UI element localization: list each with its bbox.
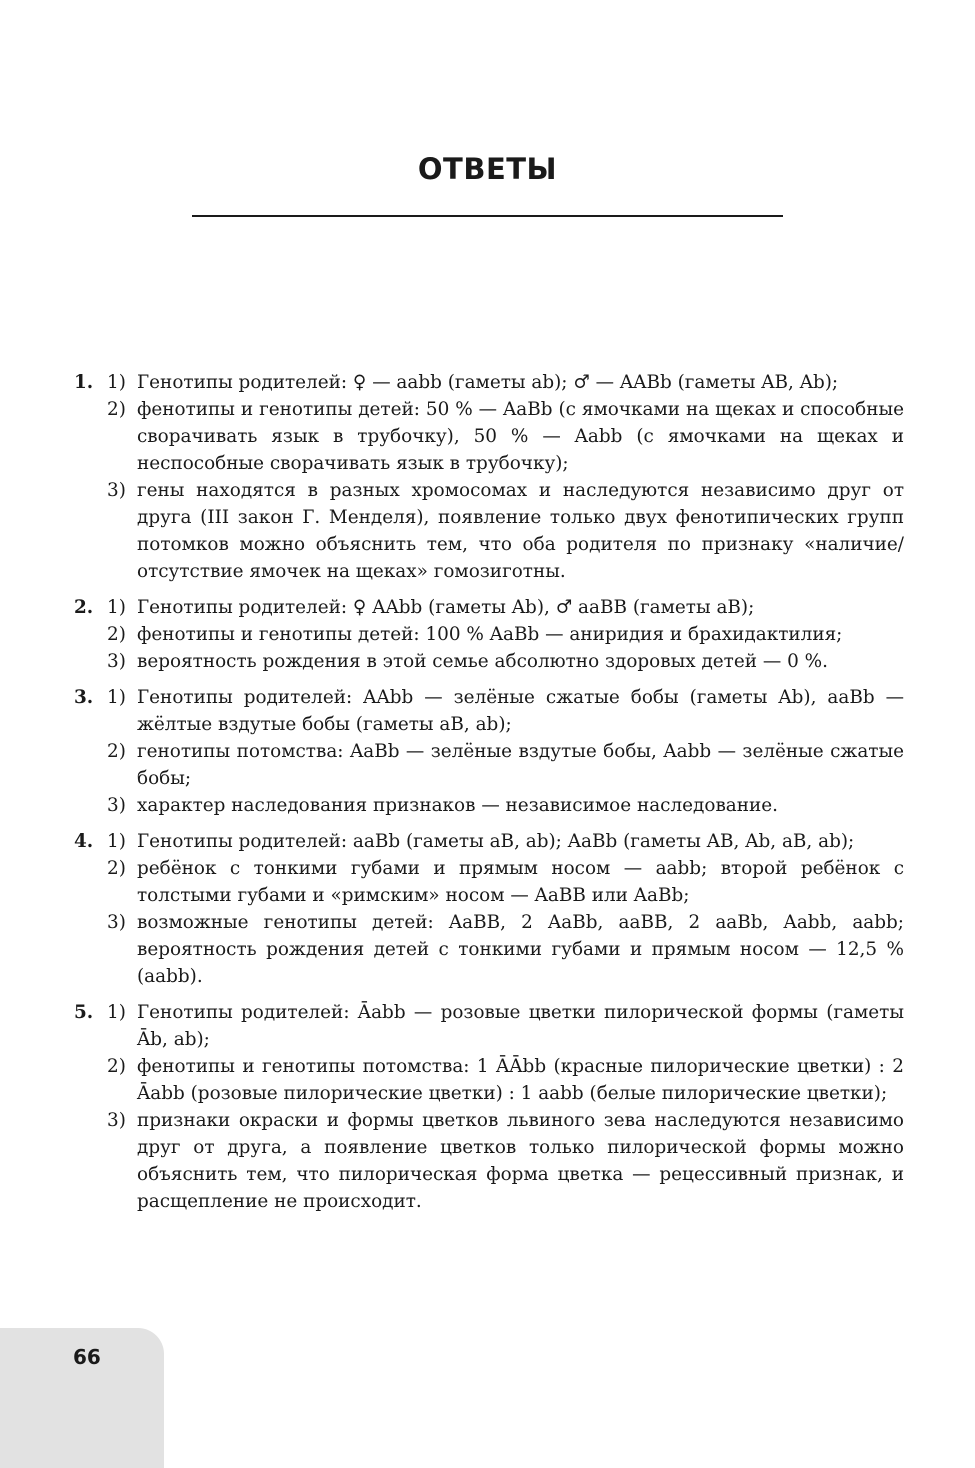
answer-item <box>107 738 904 792</box>
item-number: 2) <box>107 1056 126 1077</box>
answer-block <box>74 999 904 1215</box>
item-number: 2) <box>107 741 126 762</box>
item-number: 3) <box>107 795 126 816</box>
item-text: признаки окраски и формы цветков львиного зева наследуются независимо друг от друга, а появление цветков только пилорической формы можно объяснить тем, что пилорическая форма цветка — рецессивный признак, и расщепление не происходит. <box>137 1110 904 1212</box>
item-text: гены находятся в разных хромосомах и наследуются независимо друг от друга (III закон Г. Менделя), появление только двух фенотипических групп потомков можно объяснить тем, что оба родителя по признаку «наличие/отсутствие ямочек на щеках» гомозиготны. <box>137 480 905 582</box>
item-number: 2) <box>107 624 126 645</box>
item-text: ребёнок с тонкими губами и прямым носом — aabb; второй ребёнок с толстыми губами и «римским» носом — AaBB или AaBb; <box>137 858 904 906</box>
item-text: Генотипы родителей: ♀ AAbb (гаметы Ab), ♂ aaBB (гаметы aB); <box>137 597 755 618</box>
item-number: 2) <box>107 399 126 420</box>
item-text: фенотипы и генотипы детей: 100 % AaBb — аниридия и брахидактилия; <box>137 624 843 645</box>
answer-item <box>107 621 904 648</box>
item-text: Генотипы родителей: aaBb (гаметы aB, ab); AaBb (гаметы AB, Ab, aB, ab); <box>137 831 855 852</box>
item-text: характер наследования признаков — независимое наследование. <box>137 795 779 816</box>
item-text: фенотипы и генотипы детей: 50 % — AaBb (с ямочками на щеках и способные сворачивать язык в трубочку), 50 % — Aabb (с ямочками на щеках и неспособные сворачивать язык в трубочку); <box>137 399 904 474</box>
answer-item <box>107 477 904 585</box>
answer-item <box>107 396 904 477</box>
answer-block <box>74 594 904 675</box>
item-number: 2) <box>107 858 126 879</box>
answer-item <box>107 855 904 909</box>
item-number: 1) <box>107 372 126 393</box>
answer-item <box>107 828 904 855</box>
answer-item <box>107 999 904 1053</box>
item-text: Генотипы родителей: Āabb — розовые цветки пилорической формы (гаметы Āb, ab); <box>137 1002 904 1050</box>
page-number: 66 <box>73 1345 101 1369</box>
answer-item <box>107 909 904 990</box>
title-rule <box>192 215 783 217</box>
answer-item <box>107 369 904 396</box>
answers-list <box>74 369 904 1224</box>
item-number: 1) <box>107 687 126 708</box>
item-number: 1) <box>107 831 126 852</box>
item-text: Генотипы родителей: ♀ — aabb (гаметы ab); ♂ — AABb (гаметы AB, Ab); <box>137 372 839 393</box>
answer-item <box>107 1107 904 1215</box>
answer-block <box>74 369 904 585</box>
answer-block <box>74 684 904 819</box>
answer-number: 3. <box>74 687 94 708</box>
item-number: 3) <box>107 1110 126 1131</box>
item-number: 1) <box>107 597 126 618</box>
item-number: 3) <box>107 651 126 672</box>
answer-item <box>107 594 904 621</box>
answer-item <box>107 684 904 738</box>
item-number: 3) <box>107 480 126 501</box>
answer-item <box>107 1053 904 1107</box>
answer-item <box>107 648 904 675</box>
answer-item <box>107 792 904 819</box>
page-title: ОТВЕТЫ <box>417 152 558 186</box>
item-number: 1) <box>107 1002 126 1023</box>
item-text: вероятность рождения в этой семье абсолютно здоровых детей — 0 %. <box>137 651 828 672</box>
answer-number: 5. <box>74 1002 94 1023</box>
item-number: 3) <box>107 912 126 933</box>
item-text: фенотипы и генотипы потомства: 1 ĀĀbb (красные пилорические цветки) : 2 Āabb (розовые пилорические цветки) : 1 aabb (белые пилорические цветки); <box>137 1056 904 1104</box>
answer-number: 1. <box>74 372 94 393</box>
answer-block <box>74 828 904 990</box>
item-text: Генотипы родителей: AAbb — зелёные сжатые бобы (гаметы Ab), aaBb — жёлтые вздутые бобы (гаметы aB, ab); <box>137 687 904 735</box>
item-text: возможные генотипы детей: AaBB, 2 AaBb, aaBB, 2 aaBb, Aabb, aabb; вероятность рождения детей с тонкими губами и прямым носом — 12,5 % (aabb). <box>137 912 904 987</box>
item-text: генотипы потомства: AaBb — зелёные вздутые бобы, Aabb — зелёные сжатые бобы; <box>137 741 904 789</box>
answer-number: 4. <box>74 831 94 852</box>
answer-number: 2. <box>74 597 94 618</box>
